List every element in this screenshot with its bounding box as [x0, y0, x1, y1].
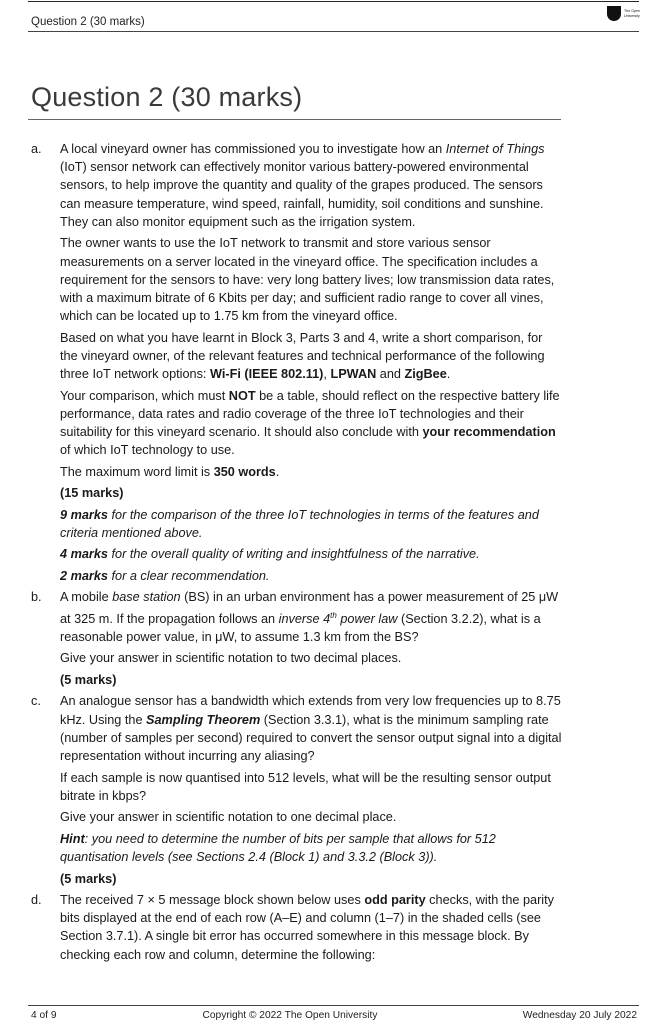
qd-paragraph-1: The received 7 × 5 message block shown below uses odd parity checks, with the parity bits displayed at the end of each row (A–E) and column (1–7) in the shaded cells (see Section 3.7.1). A single bit error has occurred somewhere in this message block. By checking each row and column, determine the following: — [60, 893, 554, 962]
question-a-label: a. — [31, 142, 42, 156]
qa-marking-3: 2 marks for a clear recommendation. — [60, 568, 270, 583]
qa-paragraph-2: The owner wants to use the IoT network to transmit and store various sensor measurements on a server located in the vineyard office. The specification includes a requirement for the sensors to have: very long battery lives; low transmission data rates, with a maximum bitrate of 6 Kbits per day; and sufficient radio range to cover all vines, which can be located up to 1.75 km from the vineyard office. — [60, 236, 555, 324]
svg-text:The Open: The Open — [624, 9, 640, 13]
header-rule — [28, 31, 639, 32]
question-content — [31, 140, 562, 967]
qa-paragraph-3: Based on what you have learnt in Block 3, Parts 3 and 4, write a short comparison, for the vineyard owner, of the relevant features and technical performance of the following three IoT network options: Wi-Fi (IEEE 802.11), LPWAN and ZigBee. — [60, 330, 545, 382]
open-university-logo — [605, 3, 643, 27]
qc-marks: (5 marks) — [60, 871, 117, 886]
copyright: Copyright © 2022 The Open University — [202, 1010, 378, 1021]
qa-paragraph-4: Your comparison, which must NOT be a table, should reflect on the respective battery life performance, data rates and radio coverage of the three IoT technologies and their suitability for this vineyard scenario. It should also conclude with your recommendation of which IoT technology to use. — [60, 388, 560, 458]
qa-paragraph-1: A local vineyard owner has commissioned you to investigate how an Internet of Things (IoT) sensor network can effectively monitor various battery-powered environmental sensors, to help improve the quantity and quality of the grapes produced. The sensors can measure temperature, wind speed, rainfall, humidity, soil conditions and sunshine. They can also monitor equipment such as the irrigation system. — [60, 142, 545, 229]
question-a — [31, 140, 562, 585]
qa-word-limit: The maximum word limit is 350 words. — [60, 464, 280, 479]
qc-paragraph-3: Give your answer in scientific notation to one decimal place. — [60, 810, 397, 825]
svg-text:University: University — [624, 14, 640, 18]
qc-paragraph-1: An analogue sensor has a bandwidth which extends from very low frequencies up to 8.75 kHz. Using the Sampling Theorem (Section 3.3.1), what is the minimum sampling rate (number of samples per second) required to convert the sensor output signal into a digital representation without incurring any aliasing? — [60, 694, 562, 764]
qa-marking-1: 9 marks for the comparison of the three IoT technologies in terms of the features and criteria mentioned above. — [60, 507, 539, 540]
footer-rule — [28, 1005, 639, 1006]
question-b — [31, 588, 562, 689]
qb-paragraph-2: Give your answer in scientific notation to two decimal places. — [60, 651, 402, 666]
qa-marks: (15 marks) — [60, 486, 124, 501]
top-border — [28, 1, 639, 2]
qb-paragraph-1: A mobile base station (BS) in an urban environment has a power measurement of 25 μW at 325 m. If the propagation follows an inverse 4th power law (Section 3.2.2), what is a reasonable power value, in μW, to assume 1.3 km from the BS? — [60, 590, 559, 644]
question-d — [31, 891, 562, 964]
qc-paragraph-2: If each sample is now quantised into 512 levels, what will be the resulting sensor output bitrate in kbps? — [60, 770, 551, 803]
question-d-label: d. — [31, 893, 42, 907]
running-header: Question 2 (30 marks) — [31, 16, 145, 28]
page-title: Question 2 (30 marks) — [31, 82, 303, 112]
qc-hint: Hint: you need to determine the number of bits per sample that allows for 512 quantisation levels (see Sections 2.4 (Block 1) and 3.3.2 (Block 3)). — [60, 831, 496, 864]
page-number: 4 of 9 — [31, 1010, 57, 1021]
question-c-label: c. — [31, 694, 41, 709]
footer-date: Wednesday 20 July 2022 — [522, 1010, 637, 1021]
qb-marks: (5 marks) — [60, 672, 117, 687]
qa-marking-2: 4 marks for the overall quality of writing and insightfulness of the narrative. — [60, 547, 480, 562]
question-b-label: b. — [31, 590, 42, 605]
question-c — [31, 692, 562, 887]
title-rule — [28, 119, 561, 120]
